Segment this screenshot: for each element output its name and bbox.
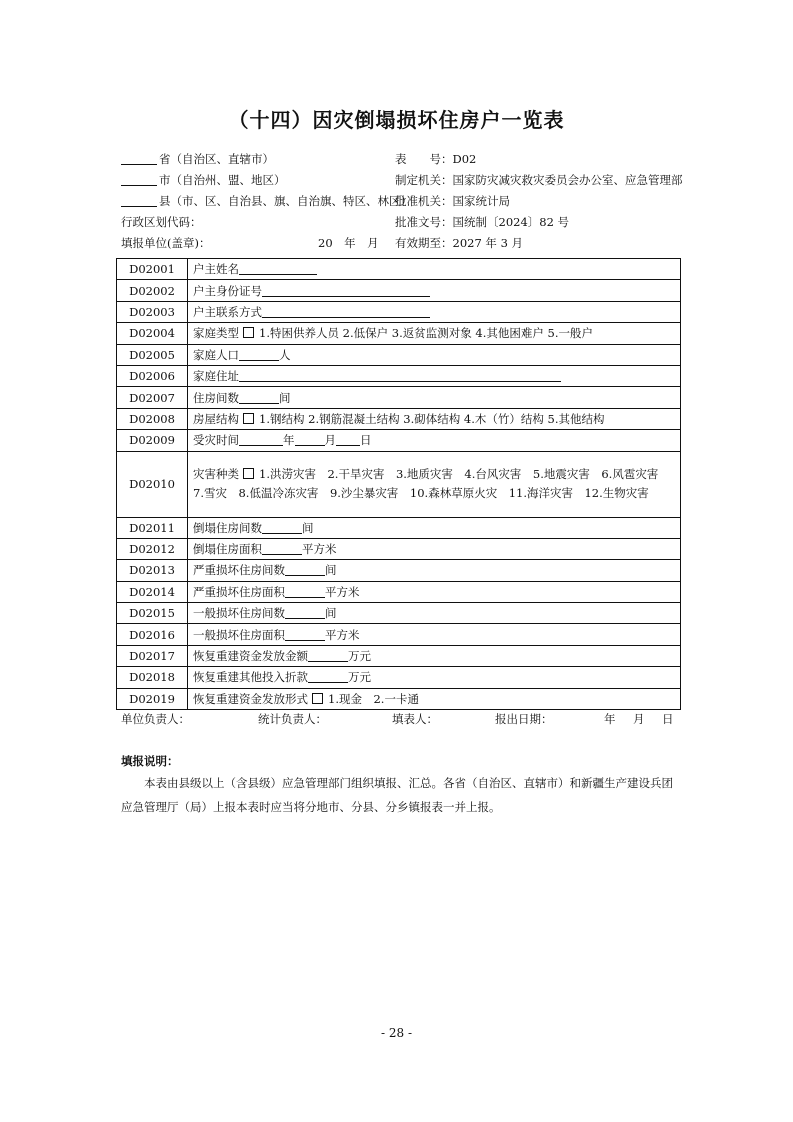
id-number-blank[interactable] (262, 283, 430, 297)
checkbox[interactable] (243, 327, 254, 338)
household-form-table (116, 258, 681, 710)
row-code: D02006 (117, 365, 188, 386)
month-label: 月 (633, 712, 645, 726)
minor-rooms-blank[interactable] (285, 605, 325, 619)
row-code: D02014 (117, 581, 188, 602)
year-label: 年 (604, 712, 616, 726)
row-code: D02009 (117, 430, 188, 451)
family-size-blank[interactable] (239, 347, 279, 361)
table-row (117, 365, 681, 386)
notes-body: 本表由县级以上（含县级）应急管理部门组织填报、汇总。各省（自治区、直辖市）和新疆生产建设兵团应急管理厅（局）上报本表时应当将分地市、分县、分乡镇报表一并上报。 (121, 776, 673, 814)
checkbox[interactable] (312, 693, 323, 704)
row-content: 户主联系方式 (188, 301, 681, 322)
row-code: D02010 (117, 451, 188, 517)
row-code: D02012 (117, 538, 188, 559)
filler-label: 填表人： (392, 712, 438, 726)
table-row (117, 344, 681, 365)
severe-area-blank[interactable] (285, 584, 325, 598)
table-row (117, 581, 681, 602)
row-code: D02015 (117, 603, 188, 624)
rooms-blank[interactable] (239, 390, 279, 404)
table-row (117, 688, 681, 709)
row-content: 一般损坏住房面积 平方米 (188, 624, 681, 645)
page-number: - 28 - (380, 1026, 412, 1040)
reporting-unit-field: 填报单位(盖章)： (121, 236, 211, 250)
severe-rooms-blank[interactable] (285, 562, 325, 576)
table-row (117, 280, 681, 301)
row-content: 户主身份证号 (188, 280, 681, 301)
row-code: D02001 (117, 259, 188, 280)
table-row (117, 259, 681, 280)
fund-amount-blank[interactable] (308, 648, 348, 662)
row-code: D02002 (117, 280, 188, 301)
unit-head-label: 单位负责人： (121, 712, 190, 726)
table-row (117, 408, 681, 429)
row-content: 恢复重建其他投入折款 万元 (188, 667, 681, 688)
day-label: 日 (662, 712, 674, 726)
row-content: 房屋结构 1.钢结构 2.钢筋混凝土结构 3.砌体结构 4.木（竹）结构 5.其他结构 (188, 408, 681, 429)
report-date-field: 20 年 月 (318, 236, 379, 250)
page-title: （十四）因灾倒塌损坏住房户一览表 (228, 108, 565, 132)
notes-title: 填报说明： (121, 754, 179, 768)
valid-until: 有效期至：2027 年 3 月 (395, 236, 524, 250)
row-content: 家庭类型 1.特困供养人员 2.低保户 3.返贫监测对象 4.其他困难户 5.一般户 (188, 323, 681, 344)
issuing-authority: 制定机关：国家防灾减灾救灾委员会办公室、应急管理部 (395, 173, 683, 187)
name-blank[interactable] (239, 261, 317, 275)
row-content: 恢复重建资金发放形式 1.现金 2.一卡通 (188, 688, 681, 709)
table-row (117, 301, 681, 322)
year-blank[interactable] (239, 432, 283, 446)
row-content: 住房间数 间 (188, 387, 681, 408)
province-field: 省（自治区、直辖市） (121, 151, 274, 167)
approving-authority: 批准机关：国家统计局 (395, 194, 510, 208)
approval-number: 批准文号：国统制〔2024〕82 号 (395, 215, 570, 229)
row-content: 严重损坏住房面积 平方米 (188, 581, 681, 602)
row-content: 户主姓名 (188, 259, 681, 280)
row-code: D02017 (117, 645, 188, 666)
table-row (117, 323, 681, 344)
row-code: D02003 (117, 301, 188, 322)
row-code: D02013 (117, 560, 188, 581)
address-blank[interactable] (239, 368, 561, 382)
table-row (117, 538, 681, 559)
row-code: D02004 (117, 323, 188, 344)
row-code: D02008 (117, 408, 188, 429)
row-content: 家庭住址 (188, 365, 681, 386)
table-row (117, 667, 681, 688)
report-date-label: 报出日期： (495, 712, 553, 726)
row-content: 一般损坏住房间数 间 (188, 603, 681, 624)
row-code: D02011 (117, 517, 188, 538)
row-code: D02016 (117, 624, 188, 645)
row-content: 倒塌住房间数 间 (188, 517, 681, 538)
row-content: 严重损坏住房间数 间 (188, 560, 681, 581)
row-code: D02005 (117, 344, 188, 365)
day-blank[interactable] (336, 432, 360, 446)
checkbox[interactable] (243, 413, 254, 424)
table-row (117, 560, 681, 581)
city-field: 市（自治州、盟、地区） (121, 172, 286, 188)
row-content: 恢复重建资金发放金额 万元 (188, 645, 681, 666)
month-blank[interactable] (295, 432, 325, 446)
collapsed-rooms-blank[interactable] (262, 520, 302, 534)
row-code: D02019 (117, 688, 188, 709)
minor-area-blank[interactable] (285, 627, 325, 641)
row-code: D02007 (117, 387, 188, 408)
collapsed-area-blank[interactable] (262, 541, 302, 555)
table-row (117, 645, 681, 666)
table-row (117, 624, 681, 645)
other-input-blank[interactable] (308, 669, 348, 683)
contact-blank[interactable] (262, 304, 430, 318)
row-content: 受灾时间 年 月 日 (188, 430, 681, 451)
row-content: 家庭人口 人 (188, 344, 681, 365)
table-row (117, 451, 681, 517)
county-field: 县（市、区、自治县、旗、自治旗、特区、林区） (121, 193, 412, 209)
region-code-field: 行政区划代码： (121, 215, 202, 229)
table-row (117, 387, 681, 408)
table-row (117, 517, 681, 538)
row-code: D02018 (117, 667, 188, 688)
checkbox[interactable] (243, 468, 254, 479)
stat-head-label: 统计负责人： (258, 712, 327, 726)
table-row (117, 430, 681, 451)
table-row (117, 603, 681, 624)
table-number: 表 号：D02 (395, 152, 477, 166)
row-content: 灾害种类 1.洪涝灾害 2.干旱灾害 3.地质灾害 4.台风灾害 5.地震灾害 6.风雹灾害 7.雪灾 8.低温冷冻灾害 9.沙尘暴灾害 10.森林草原火灾 11.海洋灾害 12.生物灾害 (188, 451, 681, 517)
row-content: 倒塌住房面积 平方米 (188, 538, 681, 559)
